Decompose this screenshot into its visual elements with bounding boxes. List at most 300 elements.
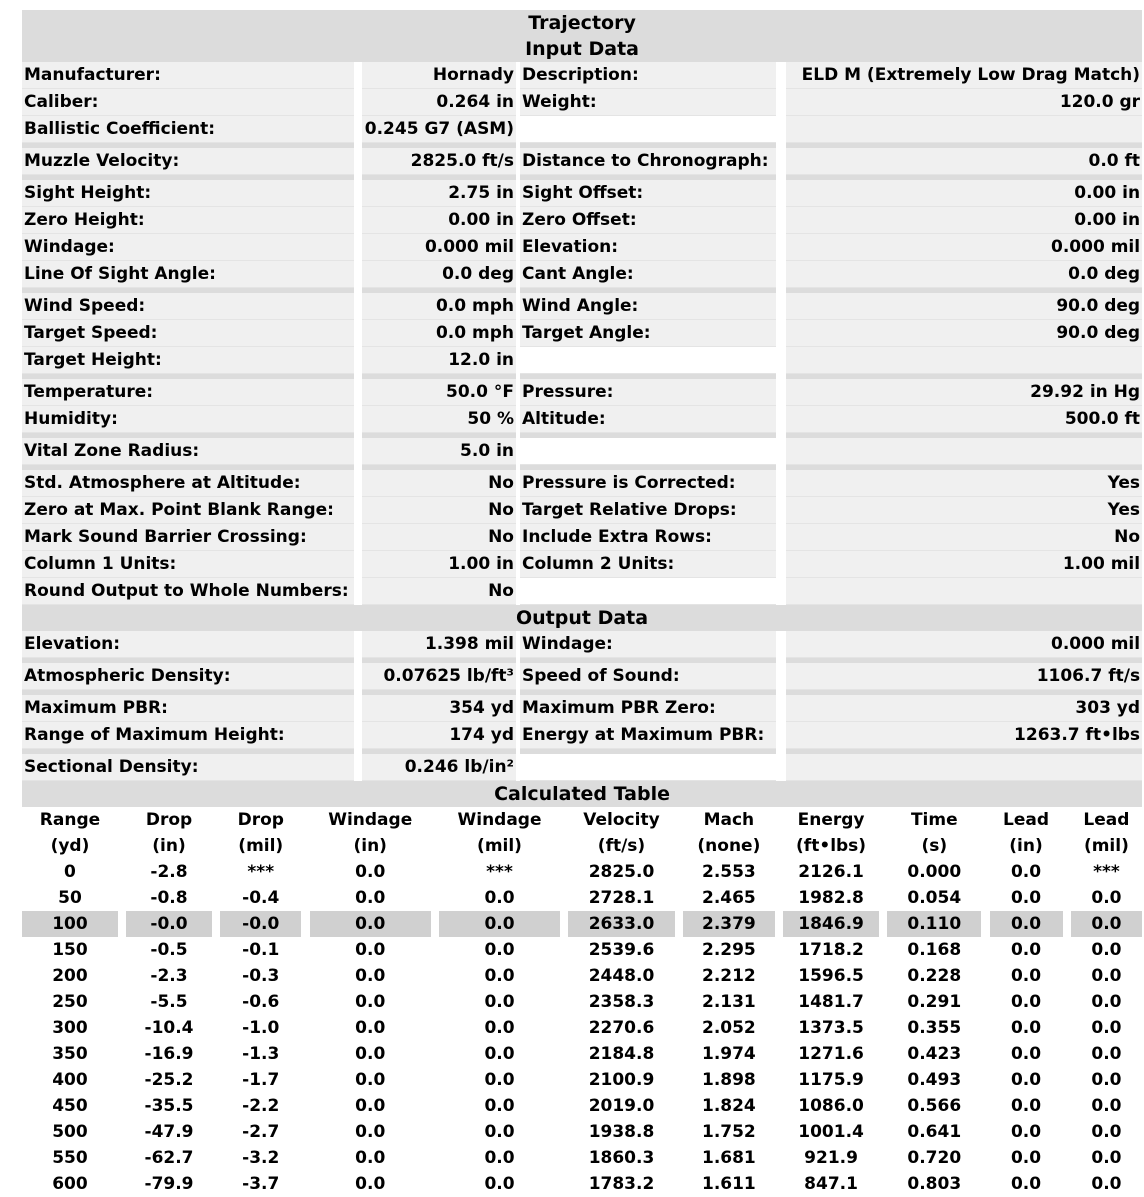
table-cell: 0.0 <box>990 1015 1063 1041</box>
param-value: 0.246 lb/in² <box>362 754 516 781</box>
table-cell: 1.824 <box>683 1093 775 1119</box>
table-cell: -3.7 <box>220 1171 301 1197</box>
table-cell: 0.0 <box>439 1145 560 1171</box>
param-value: Yes <box>786 470 1142 497</box>
param-row <box>22 722 1142 749</box>
table-cell: 550 <box>22 1145 118 1171</box>
table-cell: 0.0 <box>310 885 431 911</box>
table-cell: *** <box>439 859 560 885</box>
column-header: (in) <box>310 833 431 859</box>
units-row <box>22 833 1142 859</box>
table-cell: 0.0 <box>310 1093 431 1119</box>
param-value <box>786 347 1142 374</box>
table-cell: 300 <box>22 1015 118 1041</box>
table-cell: 0.0 <box>439 1041 560 1067</box>
param-label: Description: <box>520 62 776 89</box>
column-header: Time <box>887 807 981 833</box>
table-cell: 200 <box>22 963 118 989</box>
param-row <box>22 754 1142 781</box>
param-label: Windage: <box>520 631 776 658</box>
table-cell: 1373.5 <box>783 1015 879 1041</box>
table-cell: -0.1 <box>220 937 301 963</box>
param-value: No <box>362 578 516 605</box>
table-cell: -2.2 <box>220 1093 301 1119</box>
table-cell: 1982.8 <box>783 885 879 911</box>
table-cell: 150 <box>22 937 118 963</box>
table-row <box>22 1171 1142 1197</box>
param-label: Atmospheric Density: <box>22 663 354 690</box>
param-label: Muzzle Velocity: <box>22 148 354 175</box>
param-value: 0.0 mph <box>362 320 516 347</box>
param-row <box>22 406 1142 433</box>
column-header: Windage <box>310 807 431 833</box>
table-cell: -5.5 <box>126 989 212 1015</box>
column-header: Mach <box>683 807 775 833</box>
param-value: 1106.7 ft/s <box>786 663 1142 690</box>
table-cell: 0.0 <box>310 937 431 963</box>
param-row <box>22 62 1142 89</box>
param-label <box>520 578 776 605</box>
table-cell: 2126.1 <box>783 859 879 885</box>
table-cell: 0.0 <box>310 963 431 989</box>
param-label: Pressure is Corrected: <box>520 470 776 497</box>
table-cell: 1271.6 <box>783 1041 879 1067</box>
param-value: No <box>362 524 516 551</box>
table-cell: 0.0 <box>990 1067 1063 1093</box>
param-label: Manufacturer: <box>22 62 354 89</box>
table-cell: 0.0 <box>1071 1041 1142 1067</box>
param-value: No <box>362 497 516 524</box>
table-cell: 2.553 <box>683 859 775 885</box>
table-cell: 1860.3 <box>568 1145 674 1171</box>
table-cell: 400 <box>22 1067 118 1093</box>
table-cell: 0.0 <box>990 1119 1063 1145</box>
table-cell: 1086.0 <box>783 1093 879 1119</box>
param-label: Line Of Sight Angle: <box>22 261 354 288</box>
table-cell: 2633.0 <box>568 911 674 937</box>
param-value <box>786 438 1142 465</box>
table-cell: 2825.0 <box>568 859 674 885</box>
param-value: 0.07625 lb/ft³ <box>362 663 516 690</box>
param-label: Humidity: <box>22 406 354 433</box>
table-cell: 0.168 <box>887 937 981 963</box>
table-cell: 2.212 <box>683 963 775 989</box>
param-value: 0.0 mph <box>362 293 516 320</box>
param-value: 29.92 in Hg <box>786 379 1142 406</box>
param-label: Maximum PBR: <box>22 695 354 722</box>
param-label: Round Output to Whole Numbers: <box>22 578 354 605</box>
table-cell: 0.0 <box>1071 1119 1142 1145</box>
column-header: (s) <box>887 833 981 859</box>
param-value: 0.0 deg <box>362 261 516 288</box>
column-header: (in) <box>126 833 212 859</box>
table-cell: -1.0 <box>220 1015 301 1041</box>
table-row <box>22 1145 1142 1171</box>
param-value: 0.245 G7 (ASM) <box>362 116 516 143</box>
table-cell: 0.0 <box>990 859 1063 885</box>
param-value: Hornady <box>362 62 516 89</box>
column-header: (none) <box>683 833 775 859</box>
calculated-table-heading: Calculated Table <box>22 781 1142 808</box>
param-row <box>22 497 1142 524</box>
trajectory-report <box>22 10 1142 1197</box>
param-label <box>520 116 776 143</box>
table-cell: 0.0 <box>439 1093 560 1119</box>
column-header: (ft•lbs) <box>783 833 879 859</box>
table-cell: -0.4 <box>220 885 301 911</box>
table-cell: 0.0 <box>310 989 431 1015</box>
table-row <box>22 859 1142 885</box>
column-header: Energy <box>783 807 879 833</box>
table-cell: 0.493 <box>887 1067 981 1093</box>
param-row <box>22 470 1142 497</box>
param-label: Weight: <box>520 89 776 116</box>
param-value: Yes <box>786 497 1142 524</box>
table-cell: 0.0 <box>310 1171 431 1197</box>
param-label: Temperature: <box>22 379 354 406</box>
table-cell: 0.0 <box>439 885 560 911</box>
param-label <box>520 347 776 374</box>
param-value: 2825.0 ft/s <box>362 148 516 175</box>
table-cell: 0.0 <box>1071 1093 1142 1119</box>
table-cell: -0.0 <box>220 911 301 937</box>
table-cell: 2.295 <box>683 937 775 963</box>
table-cell: 2358.3 <box>568 989 674 1015</box>
param-label: Zero at Max. Point Blank Range: <box>22 497 354 524</box>
table-cell: 0.0 <box>439 937 560 963</box>
table-cell: 921.9 <box>783 1145 879 1171</box>
table-cell: 2270.6 <box>568 1015 674 1041</box>
param-label: Sectional Density: <box>22 754 354 781</box>
param-row <box>22 438 1142 465</box>
table-cell: -10.4 <box>126 1015 212 1041</box>
param-label: Maximum PBR Zero: <box>520 695 776 722</box>
param-row <box>22 234 1142 261</box>
param-label: Altitude: <box>520 406 776 433</box>
table-cell: 0.0 <box>439 1015 560 1041</box>
param-label: Mark Sound Barrier Crossing: <box>22 524 354 551</box>
header-row <box>22 807 1142 833</box>
table-cell: 0.0 <box>1071 1015 1142 1041</box>
table-cell: 250 <box>22 989 118 1015</box>
table-cell: 1.898 <box>683 1067 775 1093</box>
report-title: Trajectory <box>22 10 1142 36</box>
param-row <box>22 116 1142 143</box>
param-value: No <box>362 470 516 497</box>
table-cell: 0.0 <box>1071 1067 1142 1093</box>
param-value <box>786 116 1142 143</box>
param-label: Zero Offset: <box>520 207 776 234</box>
param-label: Zero Height: <box>22 207 354 234</box>
param-value: 1.00 in <box>362 551 516 578</box>
param-value: 1263.7 ft•lbs <box>786 722 1142 749</box>
table-cell: -0.6 <box>220 989 301 1015</box>
table-cell: 0.0 <box>439 911 560 937</box>
param-label: Target Relative Drops: <box>520 497 776 524</box>
table-cell: 2.379 <box>683 911 775 937</box>
table-cell: 0.0 <box>1071 937 1142 963</box>
param-value: 0.000 mil <box>362 234 516 261</box>
table-cell: 1718.2 <box>783 937 879 963</box>
table-cell: 0.0 <box>1071 911 1142 937</box>
param-label: Distance to Chronograph: <box>520 148 776 175</box>
table-cell: *** <box>220 859 301 885</box>
table-cell: 0.0 <box>1071 885 1142 911</box>
param-label <box>520 438 776 465</box>
param-row <box>22 551 1142 578</box>
table-row <box>22 1119 1142 1145</box>
table-cell: 1001.4 <box>783 1119 879 1145</box>
table-cell: 0.0 <box>1071 1145 1142 1171</box>
table-cell: 0.355 <box>887 1015 981 1041</box>
table-cell: 1783.2 <box>568 1171 674 1197</box>
table-cell: 1938.8 <box>568 1119 674 1145</box>
table-row <box>22 937 1142 963</box>
param-row <box>22 261 1142 288</box>
table-cell: 0.0 <box>990 989 1063 1015</box>
input-output-table <box>22 10 1142 807</box>
table-cell: 0.0 <box>310 1015 431 1041</box>
param-value <box>786 578 1142 605</box>
table-cell: 0.0 <box>310 1067 431 1093</box>
param-row <box>22 320 1142 347</box>
table-cell: 0.0 <box>439 1067 560 1093</box>
table-cell: -1.7 <box>220 1067 301 1093</box>
table-cell: 0.228 <box>887 963 981 989</box>
param-value: 120.0 gr <box>786 89 1142 116</box>
table-cell: 0.0 <box>310 911 431 937</box>
table-cell: 600 <box>22 1171 118 1197</box>
param-row <box>22 347 1142 374</box>
param-value: No <box>786 524 1142 551</box>
table-cell: 2448.0 <box>568 963 674 989</box>
param-label: Target Height: <box>22 347 354 374</box>
table-cell: 2.131 <box>683 989 775 1015</box>
param-value: 354 yd <box>362 695 516 722</box>
table-cell: 2.052 <box>683 1015 775 1041</box>
param-value: 90.0 deg <box>786 293 1142 320</box>
table-row <box>22 989 1142 1015</box>
table-cell: -2.3 <box>126 963 212 989</box>
column-header: Lead <box>1071 807 1142 833</box>
table-row <box>22 885 1142 911</box>
param-value: 5.0 in <box>362 438 516 465</box>
table-cell: 1.681 <box>683 1145 775 1171</box>
param-row <box>22 207 1142 234</box>
table-cell: 2019.0 <box>568 1093 674 1119</box>
table-cell: 0.000 <box>887 859 981 885</box>
param-value: 0.00 in <box>786 180 1142 207</box>
param-value: 174 yd <box>362 722 516 749</box>
table-cell: 2184.8 <box>568 1041 674 1067</box>
table-cell: 0.720 <box>887 1145 981 1171</box>
table-cell: 1.974 <box>683 1041 775 1067</box>
param-value <box>786 754 1142 781</box>
param-label: Energy at Maximum PBR: <box>520 722 776 749</box>
param-value: 50 % <box>362 406 516 433</box>
table-cell: 2100.9 <box>568 1067 674 1093</box>
param-label <box>520 754 776 781</box>
param-label: Include Extra Rows: <box>520 524 776 551</box>
column-header: Windage <box>439 807 560 833</box>
table-cell: 0.0 <box>310 1041 431 1067</box>
table-cell: 100 <box>22 911 118 937</box>
table-cell: -0.0 <box>126 911 212 937</box>
param-row <box>22 89 1142 116</box>
param-label: Vital Zone Radius: <box>22 438 354 465</box>
column-header: (mil) <box>439 833 560 859</box>
param-value: 303 yd <box>786 695 1142 722</box>
table-cell: 0.0 <box>310 1145 431 1171</box>
column-header: (in) <box>990 833 1063 859</box>
table-cell: -25.2 <box>126 1067 212 1093</box>
table-cell: 1596.5 <box>783 963 879 989</box>
param-label: Windage: <box>22 234 354 261</box>
param-row <box>22 379 1142 406</box>
table-cell: -0.3 <box>220 963 301 989</box>
table-cell: -2.8 <box>126 859 212 885</box>
column-header: (ft/s) <box>568 833 674 859</box>
param-value: 500.0 ft <box>786 406 1142 433</box>
table-row <box>22 963 1142 989</box>
table-cell: -0.5 <box>126 937 212 963</box>
table-cell: -79.9 <box>126 1171 212 1197</box>
table-cell: -16.9 <box>126 1041 212 1067</box>
table-cell: 2728.1 <box>568 885 674 911</box>
param-label: Elevation: <box>520 234 776 261</box>
table-cell: 450 <box>22 1093 118 1119</box>
table-cell: 1481.7 <box>783 989 879 1015</box>
param-row <box>22 148 1142 175</box>
table-cell: 0.0 <box>1071 989 1142 1015</box>
table-cell: 2.465 <box>683 885 775 911</box>
table-cell: 0.0 <box>1071 1171 1142 1197</box>
table-cell: 0.0 <box>439 989 560 1015</box>
param-label: Sight Height: <box>22 180 354 207</box>
param-label: Column 1 Units: <box>22 551 354 578</box>
param-label: Range of Maximum Height: <box>22 722 354 749</box>
param-label: Sight Offset: <box>520 180 776 207</box>
param-value: 0.0 ft <box>786 148 1142 175</box>
param-row <box>22 695 1142 722</box>
param-value: 12.0 in <box>362 347 516 374</box>
table-cell: 0.0 <box>990 1145 1063 1171</box>
param-value: 0.0 deg <box>786 261 1142 288</box>
table-cell: 0 <box>22 859 118 885</box>
table-cell: 2539.6 <box>568 937 674 963</box>
table-cell: 847.1 <box>783 1171 879 1197</box>
table-row <box>22 1093 1142 1119</box>
column-header: Velocity <box>568 807 674 833</box>
table-cell: -35.5 <box>126 1093 212 1119</box>
column-header: Drop <box>126 807 212 833</box>
param-label: Column 2 Units: <box>520 551 776 578</box>
table-row <box>22 1067 1142 1093</box>
table-cell: 0.0 <box>439 963 560 989</box>
param-label: Std. Atmosphere at Altitude: <box>22 470 354 497</box>
param-label: Target Angle: <box>520 320 776 347</box>
table-cell: 0.0 <box>310 1119 431 1145</box>
table-cell: 0.0 <box>990 1171 1063 1197</box>
param-value: 0.264 in <box>362 89 516 116</box>
table-cell: 350 <box>22 1041 118 1067</box>
table-cell: 0.423 <box>887 1041 981 1067</box>
table-cell: 1175.9 <box>783 1067 879 1093</box>
table-cell: *** <box>1071 859 1142 885</box>
table-cell: -2.7 <box>220 1119 301 1145</box>
param-label: Pressure: <box>520 379 776 406</box>
table-cell: 50 <box>22 885 118 911</box>
param-label: Elevation: <box>22 631 354 658</box>
table-cell: -3.2 <box>220 1145 301 1171</box>
param-value: 1.398 mil <box>362 631 516 658</box>
column-header: (mil) <box>1071 833 1142 859</box>
table-cell: 0.110 <box>887 911 981 937</box>
table-cell: 0.0 <box>1071 963 1142 989</box>
table-cell: 1.611 <box>683 1171 775 1197</box>
table-cell: 0.0 <box>990 937 1063 963</box>
table-cell: 1846.9 <box>783 911 879 937</box>
param-value: 2.75 in <box>362 180 516 207</box>
param-label: Cant Angle: <box>520 261 776 288</box>
table-cell: -0.8 <box>126 885 212 911</box>
param-row <box>22 293 1142 320</box>
column-header: (mil) <box>220 833 301 859</box>
output-data-heading: Output Data <box>22 605 1142 632</box>
param-row <box>22 524 1142 551</box>
param-label: Target Speed: <box>22 320 354 347</box>
table-cell: 0.054 <box>887 885 981 911</box>
table-cell: 0.0 <box>990 1041 1063 1067</box>
table-cell: 0.0 <box>990 911 1063 937</box>
param-value: 0.00 in <box>362 207 516 234</box>
param-value: 0.000 mil <box>786 234 1142 261</box>
table-cell: 0.0 <box>439 1171 560 1197</box>
table-cell: -1.3 <box>220 1041 301 1067</box>
param-value: 50.0 °F <box>362 379 516 406</box>
table-cell: 0.0 <box>990 1093 1063 1119</box>
param-row <box>22 663 1142 690</box>
table-cell: -62.7 <box>126 1145 212 1171</box>
param-value: 0.00 in <box>786 207 1142 234</box>
table-row <box>22 1041 1142 1067</box>
column-header: Range <box>22 807 118 833</box>
table-cell: 0.291 <box>887 989 981 1015</box>
param-value: 0.000 mil <box>786 631 1142 658</box>
column-header: Drop <box>220 807 301 833</box>
param-label: Wind Angle: <box>520 293 776 320</box>
column-header: Lead <box>990 807 1063 833</box>
table-cell: 500 <box>22 1119 118 1145</box>
param-label: Speed of Sound: <box>520 663 776 690</box>
input-data-heading: Input Data <box>22 36 1142 62</box>
table-cell: 0.0 <box>990 963 1063 989</box>
table-cell: -47.9 <box>126 1119 212 1145</box>
param-value: 90.0 deg <box>786 320 1142 347</box>
table-row <box>22 911 1142 937</box>
param-label: Wind Speed: <box>22 293 354 320</box>
table-cell: 0.0 <box>990 885 1063 911</box>
param-value: ELD M (Extremely Low Drag Match) <box>786 62 1142 89</box>
param-row <box>22 180 1142 207</box>
table-cell: 0.0 <box>439 1119 560 1145</box>
table-cell: 1.752 <box>683 1119 775 1145</box>
calculated-table <box>22 807 1142 1197</box>
param-row <box>22 578 1142 605</box>
table-cell: 0.803 <box>887 1171 981 1197</box>
table-cell: 0.566 <box>887 1093 981 1119</box>
column-header: (yd) <box>22 833 118 859</box>
